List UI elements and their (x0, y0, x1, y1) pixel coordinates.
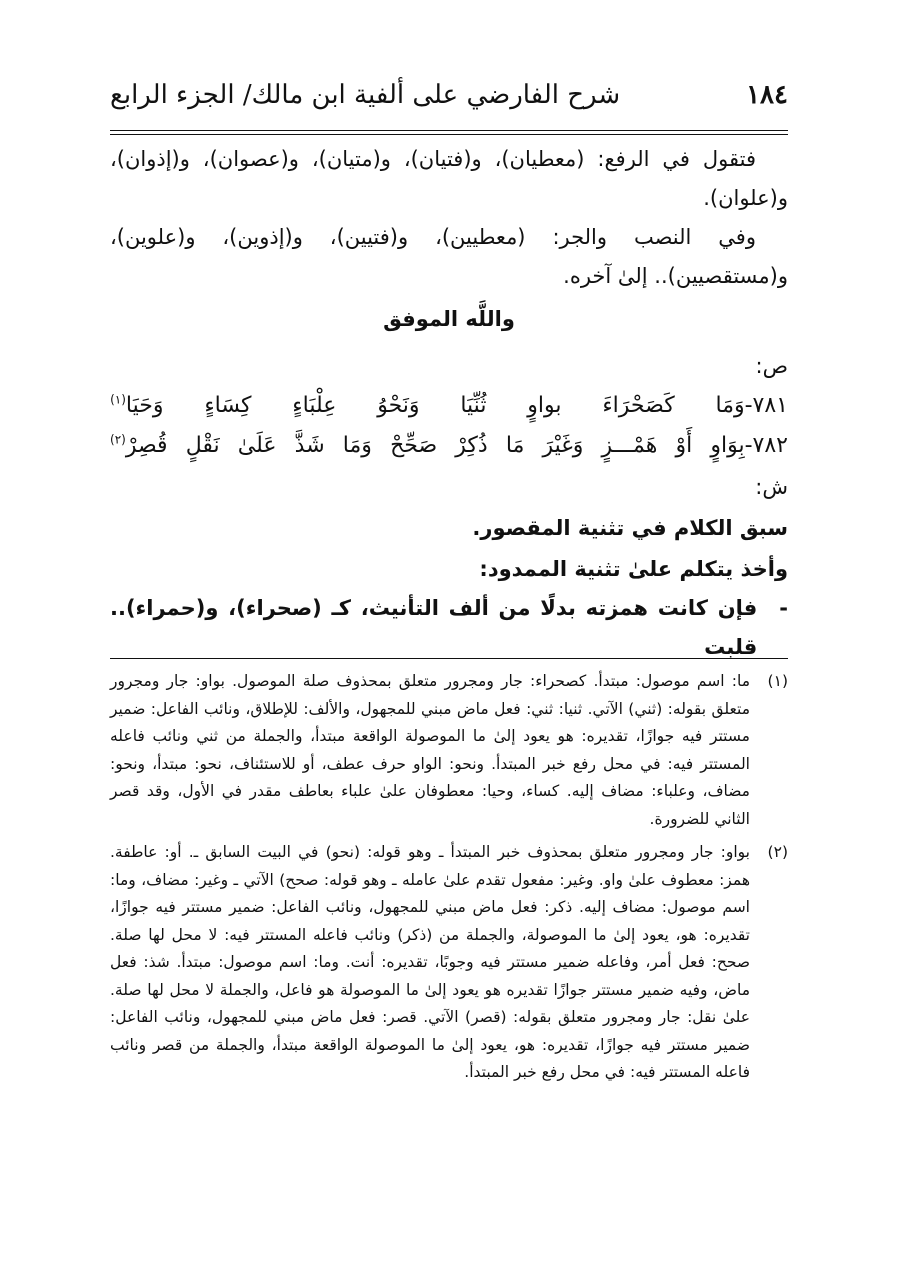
verse-word: نَقْلٍ (185, 433, 220, 458)
paragraph-nasb: وفي النصب والجر: (معطيين)، و(فتيين)، و(إذوين)، و(علوين)، و(مستقصيين).. إلىٰ آخره. (110, 225, 788, 288)
section-closing: واللَّه الموفق (383, 307, 515, 331)
footnote-ref-1[interactable]: (١) (110, 392, 126, 407)
verse-word: عِلْبَاءٍ (292, 393, 337, 418)
shin-label: ش: (755, 475, 788, 499)
verse-word: ٧٨١-وَمَا (715, 393, 788, 418)
verse-word-last (110, 426, 168, 466)
commentary-text: فإن كانت همزته بدلًا من ألف التأنيث، كـ (صحراء)، و(حمراء).. قلبت (110, 596, 758, 659)
footnote-text: ما: اسم موصول: مبتدأ. كصحراء: جار ومجرور متعلق بمحذوف صلة الموصول. بواو: جار ومجرور متعلق بقوله: (ثني) الآتي. ثنيا: ثني: فعل ماض مبني للمجهول، والألف: للإطلاق، ونائب الفاعل: ضمير مستتر فيه جوازًا، تقديره: هو يعود إلىٰ ما الموصولة الواقعة مبتدأ، والجملة من ثني ونائب فاعله المستتر فيه: في محل رفع خبر المبتدأ. ونحو: الواو حرف عطف، أو للاستئناف، نحو: مبتدأ، ونحو: مضاف، وعلباء: مضاف إليه. كساء، وحيا: معطوفان علىٰ علباء بعاطف مقدر في الأول، وقد قصر الثاني للضرورة. (110, 672, 750, 828)
verse-word: وَنَحْوُ (377, 393, 420, 418)
verse-word: ثُنِّيَا (460, 393, 487, 418)
page-number: ١٨٤ (746, 80, 788, 110)
verse-word: صَحِّحْ (390, 433, 438, 458)
verse-word-last (110, 386, 163, 426)
footnote-1 (110, 668, 788, 833)
footnote-number: (٢) (767, 843, 788, 861)
running-header (110, 78, 788, 122)
footnote-text: بواو: جار ومجرور متعلق بمحذوف خبر المبتدأ ـ وهو قوله: (نحو) في البيت السابق ـ. أو: عاطفة. همز: معطوف علىٰ واو. وغير: مفعول تقدم علىٰ عامله ـ وهو قوله: صحح) الآتي ـ وغير: مضاف، وما: اسم موصول: مضاف إليه. ذكر: فعل ماض مبني للمجهول، ونائب الفاعل: ضمير مستتر فيه جوازًا، تقديره: هو، يعود إلىٰ ما الموصولة، والجملة من (ذكر) ونائب فاعله المستتر فيه: لا محل لها صلة. صحح: فعل أمر، وفاعله ضمير مستتر فيه وجوبًا، تقديره: أنت. وما: اسم موصول: مبتدأ. شذ: فعل ماض، وفيه ضمير مستتر جوازًا تقديره هو يعود إلىٰ ما الموصولة هو فاعل، والجملة لا محل لها صلة. علىٰ نقل: جار ومجرور متعلق بقوله: (قصر) الآتي. قصر: فعل ماض مبني للمجهول، ونائب الفاعل: ضمير مستتر فيه جوازًا، تقديره: هو، يعود إلىٰ ما الموصولة الواقعة مبتدأ، والجملة من قصر ونائب فاعله المستتر فيه: في محل رفع خبر المبتدأ. (110, 843, 750, 1081)
verse-word: هَمْـــزٍ (601, 433, 658, 458)
footnote-separator (110, 658, 788, 659)
sad-label: ص: (755, 354, 788, 378)
book-title: شرح الفارضي على ألفية ابن مالك/ الجزء الرابع (110, 80, 621, 110)
commentary-line-3 (110, 589, 788, 667)
main-text (110, 140, 788, 667)
footnote-ref-2[interactable]: (٢) (110, 432, 126, 447)
verse-word: كَصَحْرَاءَ (602, 393, 675, 418)
verse-word: وَحَيَا (125, 393, 164, 418)
verse-word: مَا (505, 433, 525, 458)
header-rule (110, 130, 788, 131)
header-rule-inner (110, 134, 788, 135)
verse-word: بواوٍ (527, 393, 562, 418)
verse-word: وَغَيْرَ (542, 433, 584, 458)
footnote-2 (110, 839, 788, 1087)
footnotes (110, 668, 788, 1093)
footnote-number: (١) (767, 672, 788, 690)
verse-word: كِسَاءٍ (204, 393, 252, 418)
verse-781 (110, 386, 788, 426)
verse-word: وَمَا (342, 433, 372, 458)
verse-word: أَوْ (675, 433, 693, 458)
verse-782 (110, 426, 788, 466)
verse-word: ٧٨٢-بِوَاوٍ (710, 433, 788, 458)
dash-bullet: - (779, 596, 788, 620)
verse-word: شَذَّ (294, 433, 325, 458)
verse-word: عَلَىٰ (237, 433, 277, 458)
verse-word: ذُكِرْ (455, 433, 488, 458)
paragraph-raf: فتقول في الرفع: (معطيان)، و(فتيان)، و(متيان)، و(عصوان)، و(إذوان)، و(علوان). (110, 147, 788, 210)
verse-word: قُصِرْ (125, 433, 168, 458)
commentary-line-1: سبق الكلام في تثنية المقصور. (472, 516, 788, 540)
commentary-line-2: وأخذ يتكلم علىٰ تثنية الممدود: (479, 557, 788, 581)
